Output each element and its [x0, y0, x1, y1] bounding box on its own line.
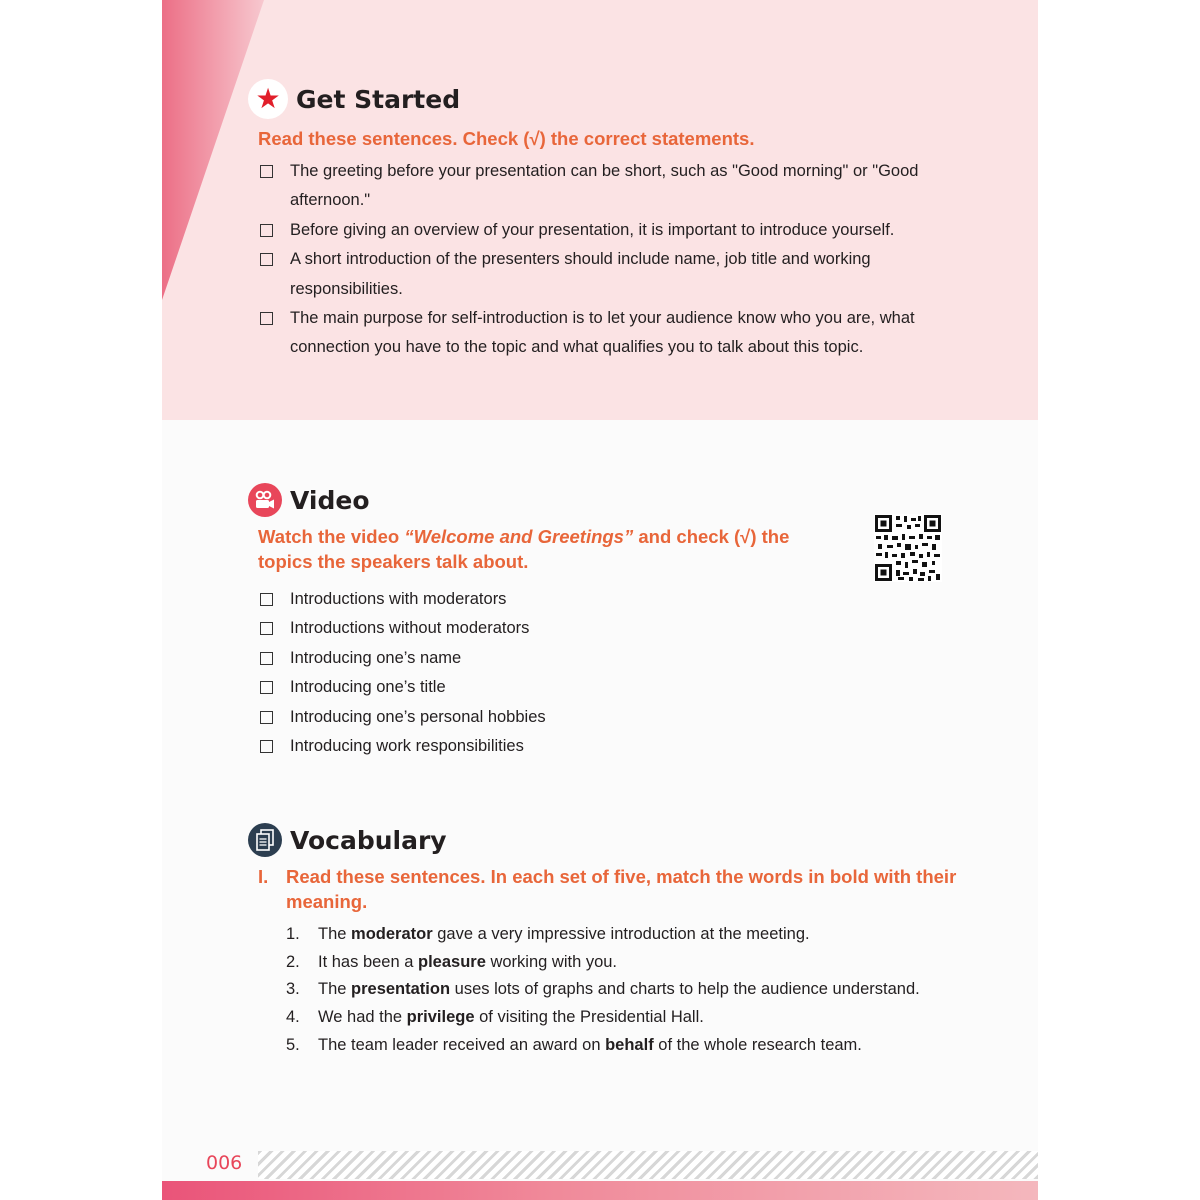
vocab-word: pleasure	[418, 952, 486, 971]
list-item: 2. It has been a pleasure working with you.	[286, 952, 618, 971]
checklist-item: Before giving an overview of your presentation, it is important to introduce yourself.	[258, 216, 958, 245]
video-heading	[248, 483, 370, 517]
list-item: 4. We had the privilege of visiting the Presidential Hall.	[286, 1008, 704, 1027]
checkbox[interactable]	[260, 711, 273, 724]
checklist-item: A short introduction of the presenters should include name, job title and working responsibilities.	[258, 245, 958, 304]
video-instruction: Watch the video “Welcome and Greetings” and check (√) the topics the speakers talk about.	[258, 526, 790, 572]
vocabulary-sentences	[286, 921, 946, 1060]
qr-code-icon[interactable]	[874, 514, 942, 582]
footer-stripes	[258, 1151, 1038, 1179]
get-started-checklist	[258, 157, 958, 363]
vocab-word: presentation	[351, 980, 451, 999]
checklist-item: Introducing one’s name	[258, 644, 858, 673]
list-item: 1. The moderator gave a very impressive introduction at the meeting.	[286, 925, 810, 943]
page-number: 006	[206, 1152, 243, 1174]
vocab-word: privilege	[406, 1008, 475, 1027]
checkbox[interactable]	[260, 224, 273, 237]
checkbox[interactable]	[260, 622, 273, 635]
checkbox[interactable]	[260, 312, 273, 325]
checkbox[interactable]	[260, 253, 273, 266]
vocabulary-heading	[248, 823, 447, 857]
video-title: Video	[290, 485, 370, 515]
checkbox[interactable]	[260, 165, 273, 178]
textbook-page	[162, 0, 1038, 1200]
get-started-heading	[248, 79, 460, 119]
checklist-item: Introducing one’s title	[258, 673, 858, 702]
vocabulary-title: Vocabulary	[290, 825, 447, 855]
list-item: 3. The presentation uses lots of graphs and charts to help the audience understand.	[286, 980, 920, 999]
checkbox[interactable]	[260, 681, 273, 694]
document-icon	[248, 823, 282, 857]
video-camera-icon	[248, 483, 282, 517]
checklist-item: The greeting before your presentation can be short, such as "Good morning" or "Good afternoon."	[258, 157, 958, 216]
list-item: 5. The team leader received an award on behalf of the whole research team.	[286, 1035, 862, 1054]
checkbox[interactable]	[260, 652, 273, 665]
checkbox[interactable]	[260, 593, 273, 606]
video-name: “Welcome and Greetings”	[404, 526, 634, 547]
checklist-item: Introducing one’s personal hobbies	[258, 703, 858, 732]
video-checklist	[258, 585, 858, 761]
checklist-item: Introducing work responsibilities	[258, 732, 858, 761]
vocab-word: behalf	[605, 1035, 654, 1054]
get-started-instruction: Read these sentences. Check (√) the correct statements.	[258, 128, 755, 149]
checklist-item: Introductions with moderators	[258, 585, 858, 614]
vocabulary-part-label: I.	[258, 866, 269, 887]
checklist-item: Introductions without moderators	[258, 614, 858, 643]
checklist-item: The main purpose for self-introduction is to let your audience know who you are, what connection you have to the topic and what qualifies you to talk about this topic.	[258, 304, 958, 363]
vocab-word: moderator	[351, 925, 433, 943]
checkbox[interactable]	[260, 740, 273, 753]
get-started-title: Get Started	[296, 84, 461, 114]
star-icon: ★	[248, 79, 288, 119]
footer-bar	[162, 1181, 1038, 1200]
vocabulary-instruction: Read these sentences. In each set of five, match the words in bold with their meaning.	[286, 866, 957, 912]
